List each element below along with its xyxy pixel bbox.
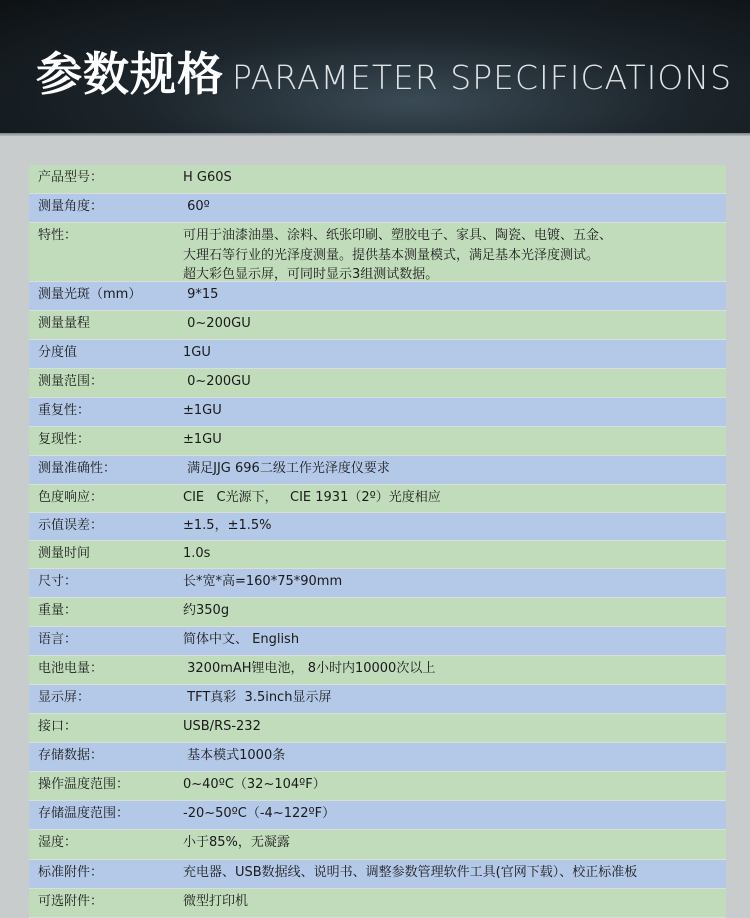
spec-row (29, 541, 726, 569)
spec-row (29, 282, 726, 311)
spec-value: ±1.5，±1.5% (183, 518, 272, 533)
spec-value: 3200mAH锂电池， 8小时内10000次以上 (183, 661, 436, 676)
spec-label: 存储温度范围： (38, 806, 130, 821)
spec-row (29, 194, 726, 223)
spec-row (29, 860, 726, 889)
spec-row (29, 369, 726, 398)
spec-label: 存储数据： (38, 748, 104, 763)
spec-value: 可用于油漆油墨、涂料、纸张印刷、塑胶电子、家具、陶瓷、电镀、五金、 大理石等行业的光泽度测量。提供基本测量模式，满足基本光泽度测试。 超大彩色显示屏，可同时显示3组测试数据。 (183, 228, 613, 282)
page-title-cn: 参数规格 (36, 47, 224, 101)
spec-label: 操作温度范围： (38, 777, 130, 792)
spec-label: 产品型号： (38, 170, 104, 185)
spec-label: 复现性： (38, 432, 91, 447)
spec-value: 满足JJG 696二级工作光泽度仪要求 (183, 461, 390, 476)
spec-label: 语言： (38, 632, 78, 647)
spec-label: 重量： (38, 603, 78, 618)
spec-label: 测量光斑（mm） (38, 287, 142, 302)
spec-value: 基本模式1000条 (183, 748, 286, 763)
spec-row (29, 485, 726, 513)
spec-label: 可选附件： (38, 894, 104, 909)
spec-value: TFT真彩 3.5inch显示屏 (183, 690, 332, 705)
spec-value: 充电器、USB数据线、说明书、调整参数管理软件工具(官网下载）、校正标准板 (183, 865, 638, 880)
spec-value: 1GU (183, 345, 211, 360)
page-title-en: PARAMETER SPECIFICATIONS (232, 58, 733, 97)
spec-value: 约350g (183, 603, 230, 618)
spec-row (29, 569, 726, 598)
spec-row (29, 513, 726, 541)
spec-row (29, 456, 726, 485)
spec-row (29, 223, 726, 282)
spec-label: 测量时间 (38, 546, 91, 561)
spec-row (29, 743, 726, 772)
spec-value: H G60S (183, 170, 232, 185)
spec-row (29, 714, 726, 743)
spec-label: 分度值 (38, 345, 78, 360)
spec-row (29, 801, 726, 830)
spec-value: 0~200GU (183, 316, 251, 331)
spec-row (29, 398, 726, 427)
spec-row (29, 772, 726, 801)
spec-table (29, 165, 726, 918)
spec-label: 标准附件： (38, 865, 104, 880)
spec-value: 微型打印机 (183, 894, 249, 909)
spec-value: 60º (183, 199, 210, 214)
spec-value: 0~40ºC（32~104ºF） (183, 777, 326, 792)
header-banner (0, 0, 750, 135)
spec-value: 0~200GU (183, 374, 251, 389)
spec-row (29, 685, 726, 714)
spec-label: 示值误差： (38, 518, 104, 533)
spec-label: 色度响应： (38, 490, 104, 505)
spec-row (29, 627, 726, 656)
spec-value: 简体中文、 English (183, 632, 300, 647)
spec-row (29, 598, 726, 627)
banner-divider (0, 133, 750, 136)
spec-label: 测量量程 (38, 316, 91, 331)
spec-row (29, 889, 726, 918)
spec-label: 测量准确性： (38, 461, 117, 476)
spec-label: 显示屏： (38, 690, 91, 705)
spec-label: 重复性： (38, 403, 91, 418)
spec-label: 电池电量： (38, 661, 104, 676)
spec-value: 9*15 (183, 287, 219, 302)
spec-label: 测量角度： (38, 199, 104, 214)
spec-label: 湿度： (38, 835, 78, 850)
spec-value: -20~50ºC（-4~122ºF） (183, 806, 336, 821)
spec-value: CIE C光源下， CIE 1931（2º）光度相应 (183, 490, 441, 505)
spec-row (29, 340, 726, 369)
spec-value: 1.0s (183, 546, 211, 561)
spec-label: 尺寸： (38, 574, 78, 589)
spec-value: 长*宽*高=160*75*90mm (183, 574, 343, 589)
spec-row (29, 427, 726, 456)
spec-row (29, 311, 726, 340)
spec-value: USB/RS-232 (183, 719, 261, 734)
spec-label: 接口： (38, 719, 78, 734)
spec-row (29, 830, 726, 860)
spec-value: ±1GU (183, 403, 222, 418)
spec-label: 测量范围： (38, 374, 104, 389)
spec-label: 特性： (38, 228, 78, 243)
spec-value: 小于85%，无凝露 (183, 835, 290, 850)
spec-value: ±1GU (183, 432, 222, 447)
spec-row (29, 165, 726, 194)
spec-row (29, 656, 726, 685)
